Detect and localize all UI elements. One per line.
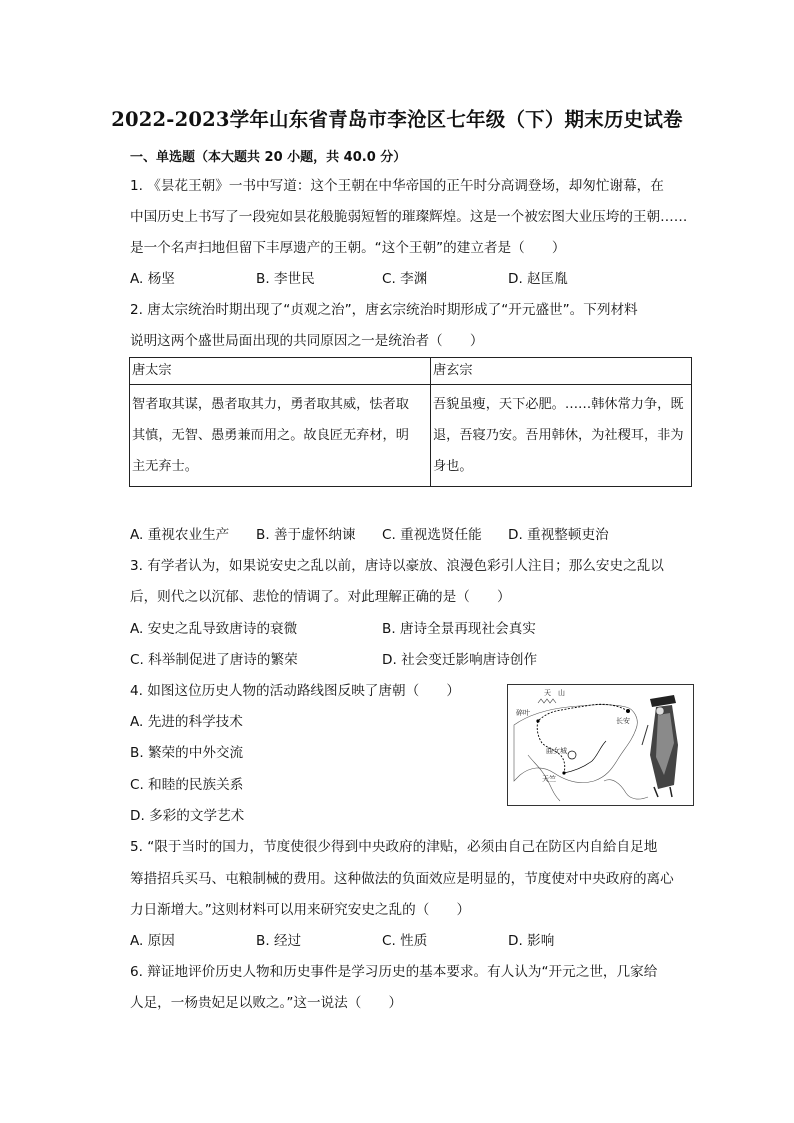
route-map-image — [507, 684, 694, 806]
q2-line: 说明这两个盛世局面出现的共同原因之一是统治者（ ） — [130, 333, 484, 349]
coast-line — [604, 780, 648, 799]
q5-option-c: C. 性质 — [382, 933, 428, 949]
q3-option-a: A. 安史之乱导致唐诗的衰微 — [130, 621, 298, 637]
section-heading: 一、单选题（本大题共 20 小题，共 40.0 分） — [130, 150, 407, 165]
q1-line: 是一个名声扫地但留下丰厚遗产的王朝。“这个王朝”的建立者是（ ） — [130, 240, 566, 256]
cell-line: 智者取其谋，愚者取其力，勇者取其威，怯者取 — [132, 397, 409, 412]
cell-line: 主无弃士。 — [132, 459, 198, 474]
table-header-taizong: 唐太宗 — [130, 358, 431, 385]
q3-option-b: B. 唐诗全景再现社会真实 — [382, 621, 536, 637]
q5-option-a: A. 原因 — [130, 933, 175, 949]
table-header-xuanzong: 唐玄宗 — [431, 358, 692, 385]
map-label-changan: 长安 — [616, 717, 630, 725]
route-path — [537, 704, 628, 773]
table-cell-xuanzong — [431, 385, 692, 487]
q5-option-b: B. 经过 — [256, 933, 302, 949]
route-map-illustration — [508, 685, 693, 805]
q1-line: 中国历史上书写了一段宛如昙花般脆弱短暂的璀璨辉煌。这是一个被宏图大业压垮的王朝…… — [130, 209, 688, 225]
q2-option-d: D. 重视整顿吏治 — [508, 527, 609, 543]
q6-line: 人足，一杨贵妃足以败之。”这一说法（ ） — [130, 995, 403, 1011]
q2-option-c: C. 重视选贤任能 — [382, 527, 482, 543]
q2-option-a: A. 重视农业生产 — [130, 527, 230, 543]
page-title: 2022-2023学年山东省青岛市李沧区七年级（下）期末历史试卷 — [111, 108, 683, 131]
map-label-qunvcheng: 曲女城 — [546, 747, 567, 755]
q1-option-d: D. 赵匡胤 — [508, 271, 568, 287]
route-path-return — [564, 741, 606, 773]
city-marker-changan — [626, 709, 630, 713]
q2-option-b: B. 善于虚怀纳谏 — [256, 527, 356, 543]
map-label-tianshan: 天 山 — [544, 689, 565, 697]
q5-line: 5. “限于当时的国力，节度使很少得到中央政府的津贴，必须由自己在防区内自給自足地 — [130, 839, 658, 855]
q2-line: 2. 唐太宗统治时期出现了“贞观之治”，唐玄宗统治时期形成了“开元盛世”。下列材料 — [130, 302, 638, 318]
q3-option-c: C. 科举制促进了唐诗的繁荣 — [130, 652, 298, 668]
q5-option-d: D. 影响 — [508, 933, 555, 949]
q1-option-c: C. 李渊 — [382, 271, 428, 287]
city-marker-suiye — [536, 719, 539, 722]
q4-line: 4. 如图这位历史人物的活动路线图反映了唐朝（ ） — [130, 683, 460, 699]
city-marker-tianzhu — [562, 771, 565, 774]
cell-line: 身也。 — [433, 459, 473, 474]
q6-line: 6. 辩证地评价历史人物和历史事件是学习历史的基本要求。有人认为“开元之世，几家给 — [130, 964, 658, 980]
q4-option-a: A. 先进的科学技术 — [130, 714, 243, 730]
q1-option-b: B. 李世民 — [256, 271, 315, 287]
q4-option-d: D. 多彩的文学艺术 — [130, 808, 245, 824]
map-label-tianzhu: 天竺 — [542, 775, 556, 783]
mountain-icon — [538, 699, 556, 703]
cell-line: 吾貌虽瘦，天下必肥。……韩休常力争，既 — [433, 397, 684, 412]
q3-line: 后，则代之以沉郁、悲怆的情调了。对此理解正确的是（ ） — [130, 589, 511, 605]
city-marker-qunvcheng — [568, 751, 576, 759]
q1-option-a: A. 杨坚 — [130, 271, 175, 287]
q1-line: 1. 《昙花王朝》一书中写道：这个王朝在中华帝国的正午时分高调登场，却匆忙谢幕，在 — [130, 178, 664, 194]
cell-line: 其慎，无智、愚勇兼而用之。故良匠无弃材，明 — [132, 428, 409, 443]
q5-line: 力日渐增大。”这则材料可以用来研究安史之乱的（ ） — [130, 902, 471, 918]
monk-figure-illustration — [642, 695, 678, 797]
q4-option-b: B. 繁荣的中外交流 — [130, 745, 244, 761]
q3-option-d: D. 社会变迁影响唐诗创作 — [382, 652, 538, 668]
q2-table — [129, 357, 692, 487]
q3-line: 3. 有学者认为，如果说安史之乱以前，唐诗以豪放、浪漫色彩引人注目；那么安史之乱以 — [130, 558, 664, 574]
q5-line: 筹措招兵买马、屯粮制械的费用。这种做法的负面效应是明显的，节度使对中央政府的离心 — [130, 871, 674, 887]
q4-option-c: C. 和睦的民族关系 — [130, 777, 244, 793]
cell-line: 退，吾寝乃安。吾用韩休，为社稷耳，非为 — [433, 428, 684, 443]
map-label-suiye: 碎叶 — [516, 709, 530, 717]
table-cell-taizong — [130, 385, 431, 487]
